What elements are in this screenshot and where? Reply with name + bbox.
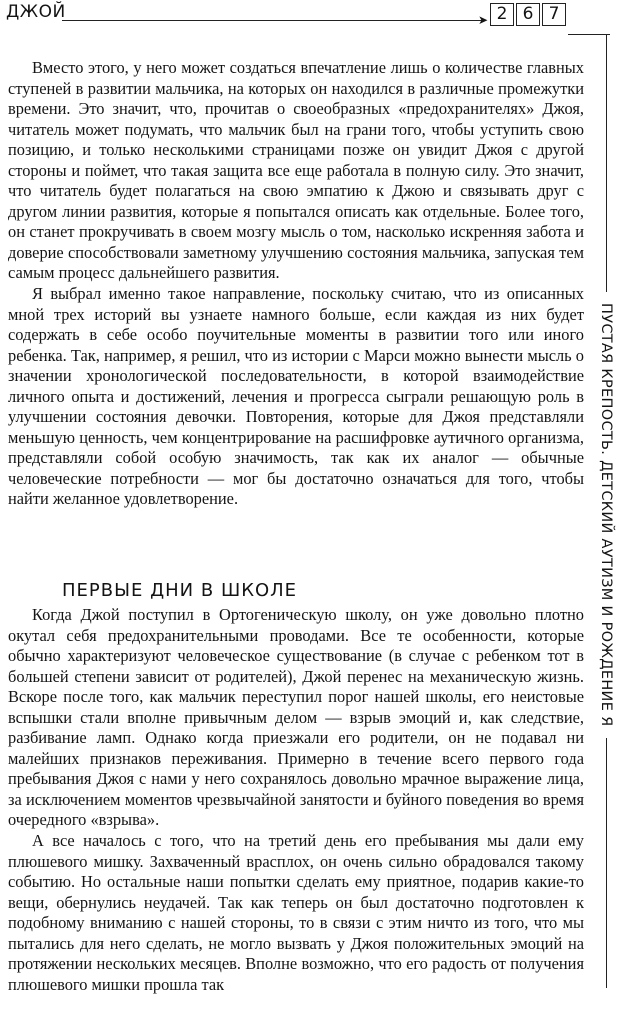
paragraph: Вместо этого, у него может создаться впечатление лишь о количестве главных ступеней в развитии мальчика, на которых он находился в различные промежутки времени. Это значит, что, прочитав о своеобразных «предохранителях» Джоя, читатель может подумать, что мальчик был на грани того, чтобы уступить свою позицию, и только несколькими страницами позже он увидит Джоя с другой стороны и поймет, что такая защита все еще работала в полную силу. Это значит, что читатель будет полагаться на свою эмпатию к Джою и связывать друг с другом линии развития, которые я попытался описать как отдельные. Более того, он станет прокручивать в своем мозгу мысль о том, насколько искренняя забота и доверие способствовали заметному улучшению состояния мальчика, запуская тем самым процесс дальнейшего развития. (8, 58, 584, 283)
paragraph: Я выбрал именно такое направление, поскольку считаю, что из описанных мной трех историй вы узнаете намного больше, если каждая из них будет содержать в себе особо поучительные моменты в развитии того или иного ребенка. Так, например, я решил, что из истории с Марси можно вынести мысль о значении хронологической последовательности, в которой взаимодействие личного опыта и достижений, лечения и прогресса сыграли решающую роль в улучшении состояния девочки. Повторения, которые для Джоя представляли меньшую ценность, чем концентрирование на расшифровке аутичного организма, представляли собой особую значимость, так как их аналог — обычные человеческие потребности — мог бы достаточно означаться для того, чтобы найти желанное удовлетворение. (8, 284, 584, 509)
header-rule (62, 20, 484, 21)
side-rule-top (606, 34, 607, 292)
paragraph: Когда Джой поступил в Ортогеническую школу, он уже довольно плотно окутал себя предохранительными проводами. Все те особенности, которые обычно характеризуют человеческое существование (в случае с ребенком тот в большей степени зависит от родителей), Джой перенес на механическую жизнь. Вскоре после того, как мальчик переступил порог нашей школы, его неистовые вспышки стали вполне привычным делом — взрыв эмоций и, как следствие, разбивание ламп. Однако когда приезжали его родители, он не подавал ни малейших признаков переживания. Примерно в течение всего первого года пребывания Джоя с нами у него сохранялось довольно мрачное выражение лица, за исключением моментов чрезвычайной занятости и буйного поведения во время очередного «взрыва». (8, 605, 584, 830)
page-number-digit: 6 (516, 3, 540, 26)
body-text-top (8, 58, 584, 510)
side-rule-bottom (606, 738, 607, 988)
paragraph: А все началось с того, что на третий день его пребывания мы дали ему плюшевого мишку. Захваченный врасплох, он очень сильно обрадовался такому событию. Но остальные наши попытки сделать ему приятное, подарив какие-то вещи, обернулись неудачей. Так как теперь он был достаточно подготовлен к подобному вниманию с нашей стороны, то в связи с этим ничто из того, что мы пытались для него сделать, не могло вызвать у Джоя положительных эмоций на протяжении нескольких месяцев. Вполне возможно, что его радость от получения плюшевого мишки прошла так (8, 831, 584, 994)
side-book-title: ПУСТАЯ КРЕПОСТЬ. ДЕТСКИЙ АУТИЗМ И РОЖДЕНИЕ Я (598, 303, 614, 727)
corner-rule (568, 34, 610, 35)
arrow-right-icon: ➤ (478, 13, 489, 27)
page-number (490, 3, 566, 26)
page-number-digit: 2 (490, 3, 514, 26)
body-text-bottom (8, 605, 584, 995)
section-heading: ПЕРВЫЕ ДНИ В ШКОЛЕ (62, 579, 298, 601)
page-number-digit: 7 (542, 3, 566, 26)
running-title: ДЖОЙ (6, 2, 66, 22)
